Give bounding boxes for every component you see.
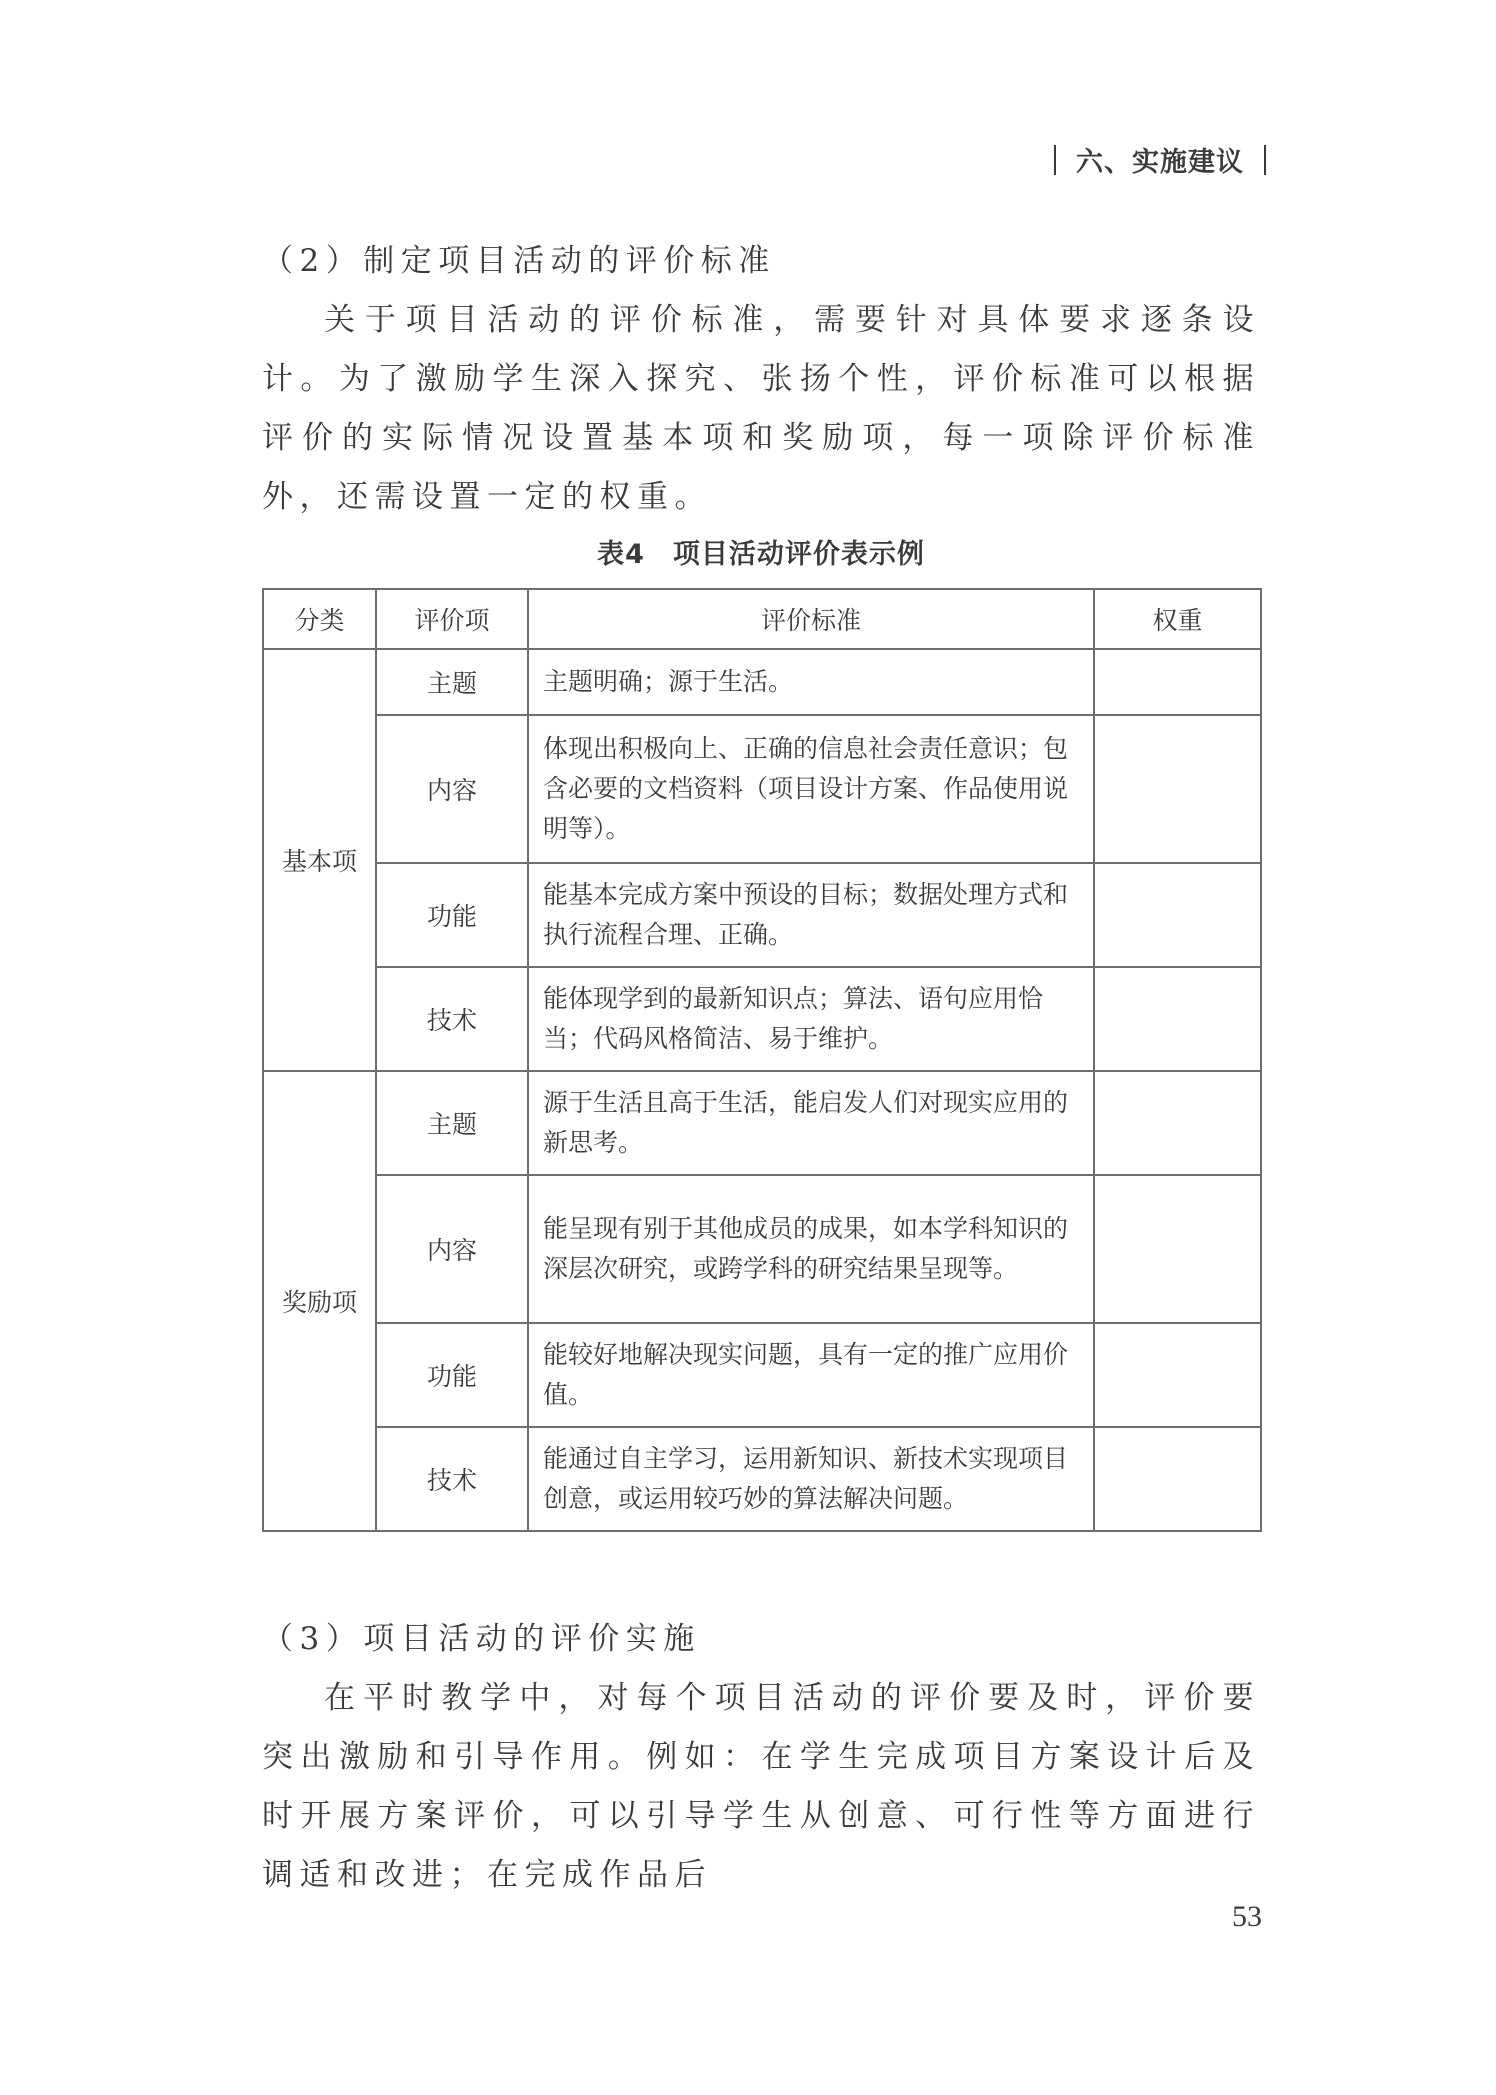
criteria-cell: 能体现学到的最新知识点；算法、语句应用恰当；代码风格简洁、易于维护。 [528,967,1094,1071]
table-row [263,1175,1261,1323]
column-header-criteria: 评价标准 [528,589,1094,649]
category-cell-bonus: 奖励项 [263,1071,376,1531]
table-header-row [263,589,1261,649]
weight-cell [1094,715,1261,863]
criteria-cell: 能基本完成方案中预设的目标；数据处理方式和执行流程合理、正确。 [528,863,1094,967]
criteria-cell: 能较好地解决现实问题，具有一定的推广应用价值。 [528,1323,1094,1427]
criteria-cell: 体现出积极向上、正确的信息社会责任意识；包含必要的文档资料（项目设计方案、作品使用说明等）。 [528,715,1094,863]
criteria-cell: 主题明确；源于生活。 [528,649,1094,715]
table-row [263,715,1261,863]
criteria-cell: 源于生活且高于生活，能启发人们对现实应用的新思考。 [528,1071,1094,1175]
item-cell: 功能 [376,1323,528,1427]
column-header-category: 分类 [263,589,376,649]
criteria-cell: 能通过自主学习，运用新知识、新技术实现项目创意，或运用较巧妙的算法解决问题。 [528,1427,1094,1531]
column-header-item: 评价项 [376,589,528,649]
column-header-weight: 权重 [1094,589,1261,649]
evaluation-table [262,588,1262,1532]
header-section-title: 六、实施建议 [1076,147,1244,178]
running-header [1054,140,1266,179]
table-row [263,1427,1261,1531]
category-cell-basic: 基本项 [263,649,376,1071]
weight-cell [1094,1323,1261,1427]
weight-cell [1094,1175,1261,1323]
section-2-paragraph: 关于项目活动的评价标准，需要针对具体要求逐条设计。为了激励学生深入探究、张扬个性，评价标准可以根据评价的实际情况设置基本项和奖励项，每一项除评价标准外，还需设置一定的权重。 [262,302,1260,515]
page-number: 53 [1232,1900,1262,1933]
table-row [263,1323,1261,1427]
item-cell: 主题 [376,1071,528,1175]
criteria-cell: 能呈现有别于其他成员的成果，如本学科知识的深层次研究，或跨学科的研究结果呈现等。 [528,1175,1094,1323]
table-row [263,1071,1261,1175]
table-row [263,967,1261,1071]
section-2 [262,232,1260,527]
header-right-bar [1264,145,1266,175]
section-3 [262,1610,1260,1905]
weight-cell [1094,1427,1261,1531]
table-caption: 表4 项目活动评价表示例 [597,539,925,570]
section-3-paragraph: 在平时教学中，对每个项目活动的评价要及时，评价要突出激励和引导作用。例如：在学生完成项目方案设计后及时开展方案评价，可以引导学生从创意、可行性等方面进行调适和改进；在完成作品后 [262,1680,1260,1893]
weight-cell [1094,649,1261,715]
item-cell: 功能 [376,863,528,967]
table-row [263,649,1261,715]
table-row [263,863,1261,967]
header-left-bar [1054,145,1056,175]
section-2-heading: （2）制定项目活动的评价标准 [262,243,776,279]
section-3-heading: （3）项目活动的评价实施 [262,1621,701,1657]
item-cell: 技术 [376,1427,528,1531]
weight-cell [1094,967,1261,1071]
item-cell: 内容 [376,1175,528,1323]
item-cell: 技术 [376,967,528,1071]
item-cell: 主题 [376,649,528,715]
weight-cell [1094,863,1261,967]
item-cell: 内容 [376,715,528,863]
weight-cell [1094,1071,1261,1175]
